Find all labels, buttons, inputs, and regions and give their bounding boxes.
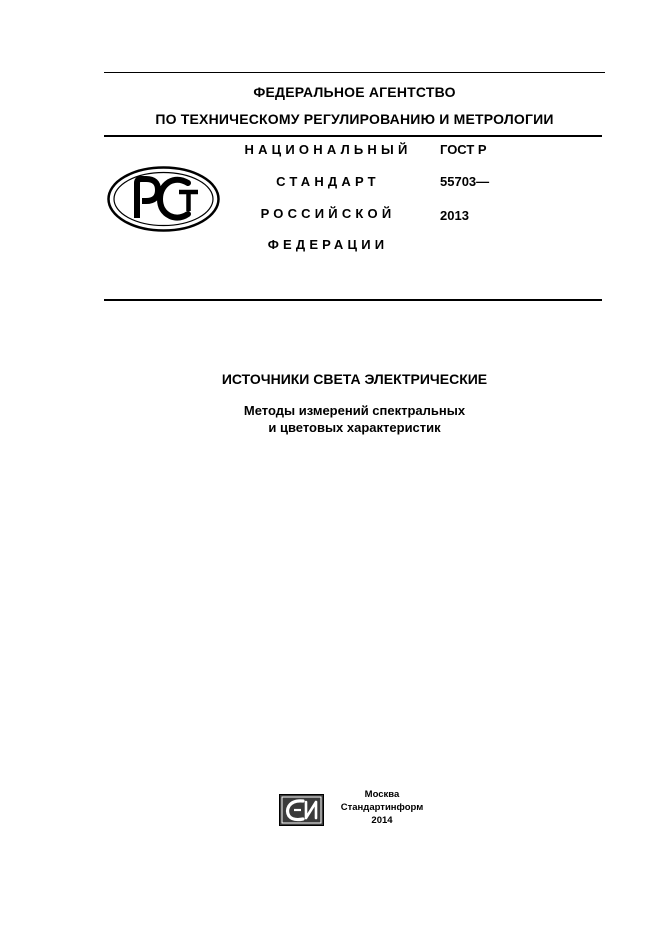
standard-word-national: НАЦИОНАЛЬНЫЙ <box>244 142 412 157</box>
standard-word-russian: РОССИЙСКОЙ <box>260 206 396 221</box>
document-subtitle-line-2: и цветовых характеристик <box>268 420 441 435</box>
publisher-name: Стандартинформ <box>340 802 424 813</box>
agency-name-line-1: ФЕДЕРАЛЬНОЕ АГЕНТСТВО <box>253 84 456 100</box>
rst-mark-icon <box>106 165 221 233</box>
gost-prefix: ГОСТ Р <box>440 142 487 157</box>
gost-year: 2013 <box>440 208 469 223</box>
top-rule <box>104 72 605 73</box>
header-rule <box>104 135 602 137</box>
standartinform-logo-icon <box>279 794 324 826</box>
agency-name-line-2: ПО ТЕХНИЧЕСКОМУ РЕГУЛИРОВАНИЮ И МЕТРОЛОГИИ <box>155 111 554 127</box>
gost-number: 55703— <box>440 174 490 189</box>
standard-block-rule <box>104 299 602 301</box>
publisher-year: 2014 <box>371 815 393 826</box>
document-subtitle-line-1: Методы измерений спектральных <box>243 403 466 418</box>
standard-word-standard: СТАНДАРТ <box>276 174 380 189</box>
standard-word-federation: ФЕДЕРАЦИИ <box>267 237 389 252</box>
publisher-city: Москва <box>364 789 400 800</box>
document-title: ИСТОЧНИКИ СВЕТА ЭЛЕКТРИЧЕСКИЕ <box>221 371 488 387</box>
